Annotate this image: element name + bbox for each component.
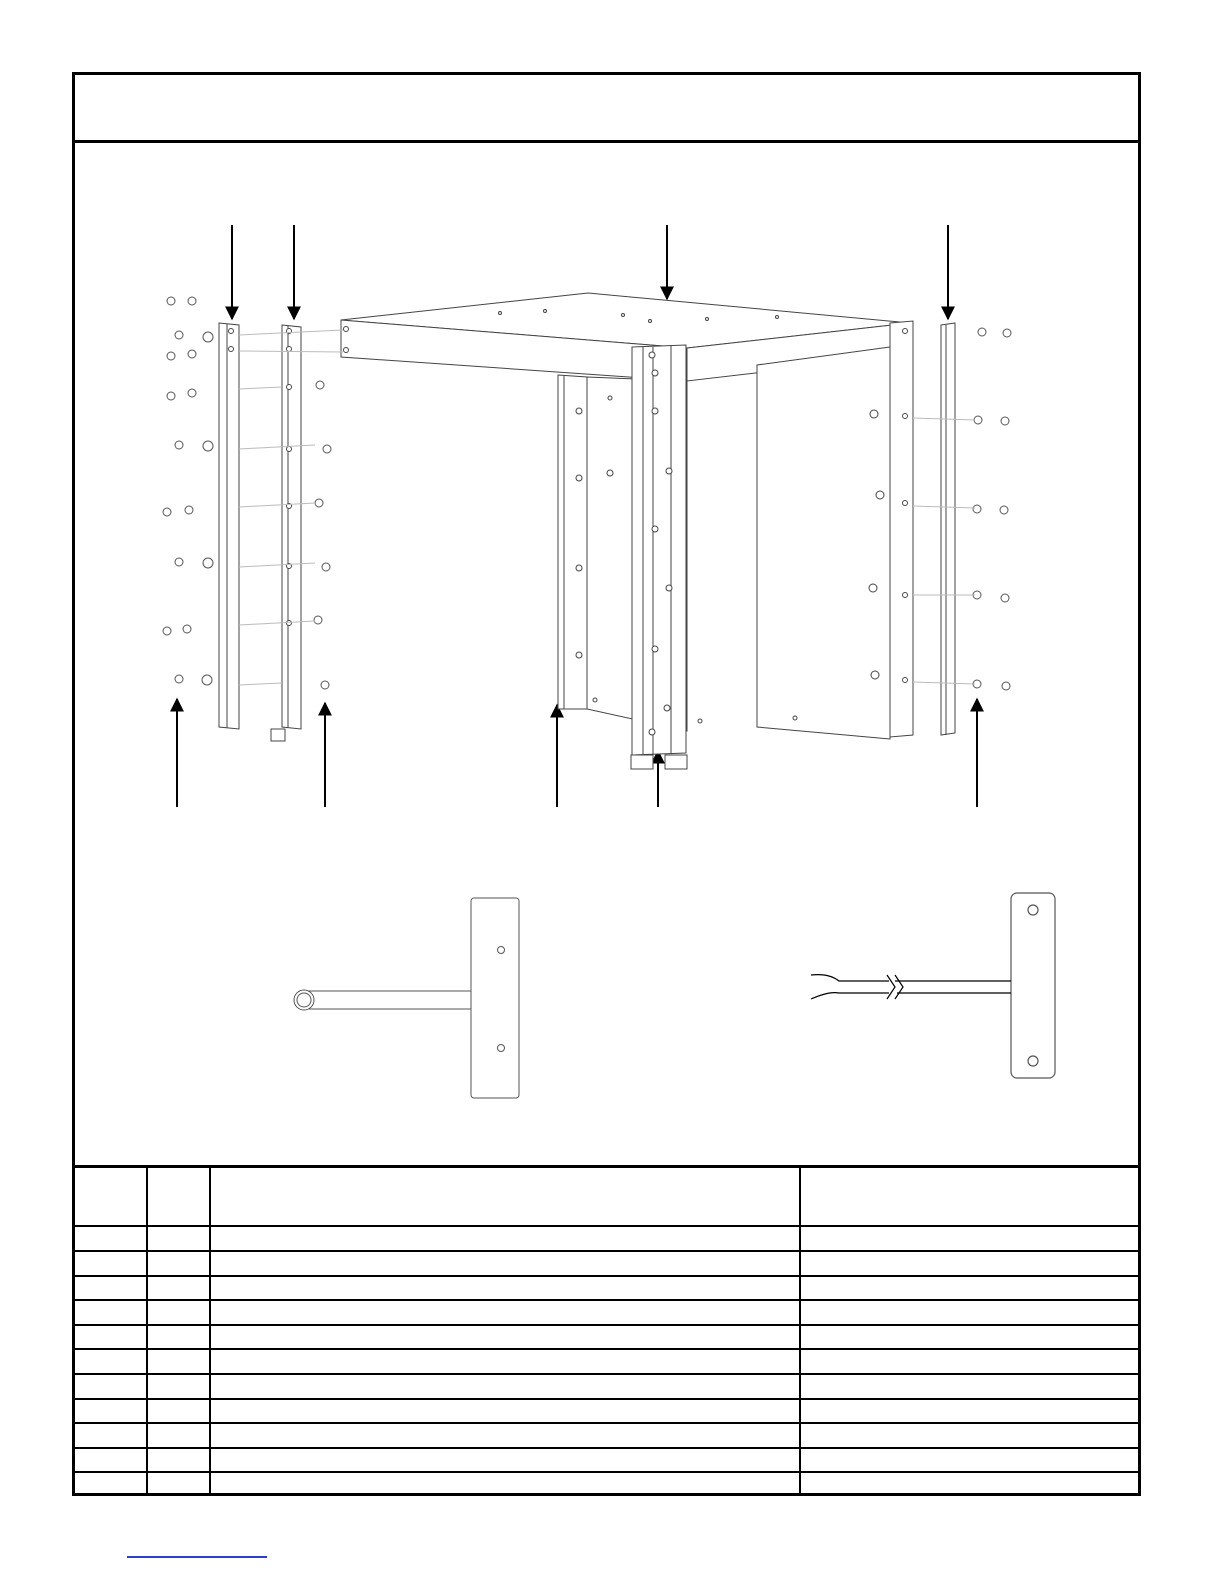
- table-cell: [75, 1325, 147, 1350]
- table-cell: [800, 1325, 1138, 1350]
- drawing-title: [75, 75, 1138, 143]
- table-row: [75, 1300, 1138, 1325]
- table-cell: [210, 1349, 800, 1374]
- column-header: [75, 1167, 147, 1227]
- table-cell: [210, 1448, 800, 1473]
- table-row: [75, 1374, 1138, 1399]
- table-cell: [147, 1251, 210, 1276]
- column-header: [210, 1167, 800, 1227]
- right-hardware: [973, 328, 1011, 690]
- table-row: [75, 1325, 1138, 1350]
- table-cell: [800, 1300, 1138, 1325]
- table-cell: [210, 1472, 800, 1496]
- channel-right: [941, 323, 955, 735]
- table-cell: [147, 1226, 210, 1251]
- table-cell: [75, 1423, 147, 1448]
- table-cell: [75, 1226, 147, 1251]
- table-cell: [75, 1399, 147, 1424]
- table-header-row: [75, 1167, 1138, 1227]
- table-cell: [800, 1276, 1138, 1301]
- table-cell: [147, 1300, 210, 1325]
- table-cell: [210, 1399, 800, 1424]
- table-cell: [147, 1423, 210, 1448]
- exploded-view-area: [75, 143, 1138, 1165]
- table-cell: [800, 1349, 1138, 1374]
- footer-link-underline[interactable]: [127, 1556, 267, 1558]
- drawing-frame: [72, 72, 1141, 1496]
- table-row: [75, 1251, 1138, 1276]
- parts-list-table: [75, 1165, 1138, 1496]
- table-cell: [800, 1472, 1138, 1496]
- column-header: [147, 1167, 210, 1227]
- table-cell: [147, 1472, 210, 1496]
- table-cell: [210, 1300, 800, 1325]
- table-cell: [800, 1374, 1138, 1399]
- table-row: [75, 1448, 1138, 1473]
- table-cell: [210, 1374, 800, 1399]
- table-row: [75, 1423, 1138, 1448]
- table-cell: [147, 1325, 210, 1350]
- table-cell: [147, 1374, 210, 1399]
- table-cell: [210, 1226, 800, 1251]
- table-cell: [75, 1349, 147, 1374]
- table-cell: [75, 1276, 147, 1301]
- column-header: [800, 1167, 1138, 1227]
- table-cell: [800, 1251, 1138, 1276]
- table-cell: [147, 1349, 210, 1374]
- detail-bracket-wire: [811, 893, 1055, 1078]
- table-cell: [75, 1300, 147, 1325]
- left-hardware: [163, 297, 331, 689]
- table-cell: [147, 1276, 210, 1301]
- table-cell: [210, 1251, 800, 1276]
- front-upright-right: [631, 345, 687, 769]
- table-row: [75, 1226, 1138, 1251]
- table-cell: [800, 1226, 1138, 1251]
- table-row: [75, 1399, 1138, 1424]
- channel-left-1: [219, 323, 239, 729]
- table-cell: [800, 1399, 1138, 1424]
- table-row: [75, 1472, 1138, 1496]
- table-row: [75, 1349, 1138, 1374]
- table-row: [75, 1276, 1138, 1301]
- table-cell: [800, 1448, 1138, 1473]
- table-cell: [75, 1472, 147, 1496]
- table-cell: [800, 1423, 1138, 1448]
- table-cell: [210, 1276, 800, 1301]
- exploded-view-drawing: [75, 143, 1138, 1165]
- table-cell: [147, 1399, 210, 1424]
- table-cell: [147, 1448, 210, 1473]
- table-cell: [75, 1448, 147, 1473]
- table-cell: [210, 1423, 800, 1448]
- table-cell: [75, 1251, 147, 1276]
- rear-upright-left: [558, 375, 587, 709]
- detail-bracket-rod: [294, 898, 519, 1098]
- table-cell: [75, 1374, 147, 1399]
- table-cell: [210, 1325, 800, 1350]
